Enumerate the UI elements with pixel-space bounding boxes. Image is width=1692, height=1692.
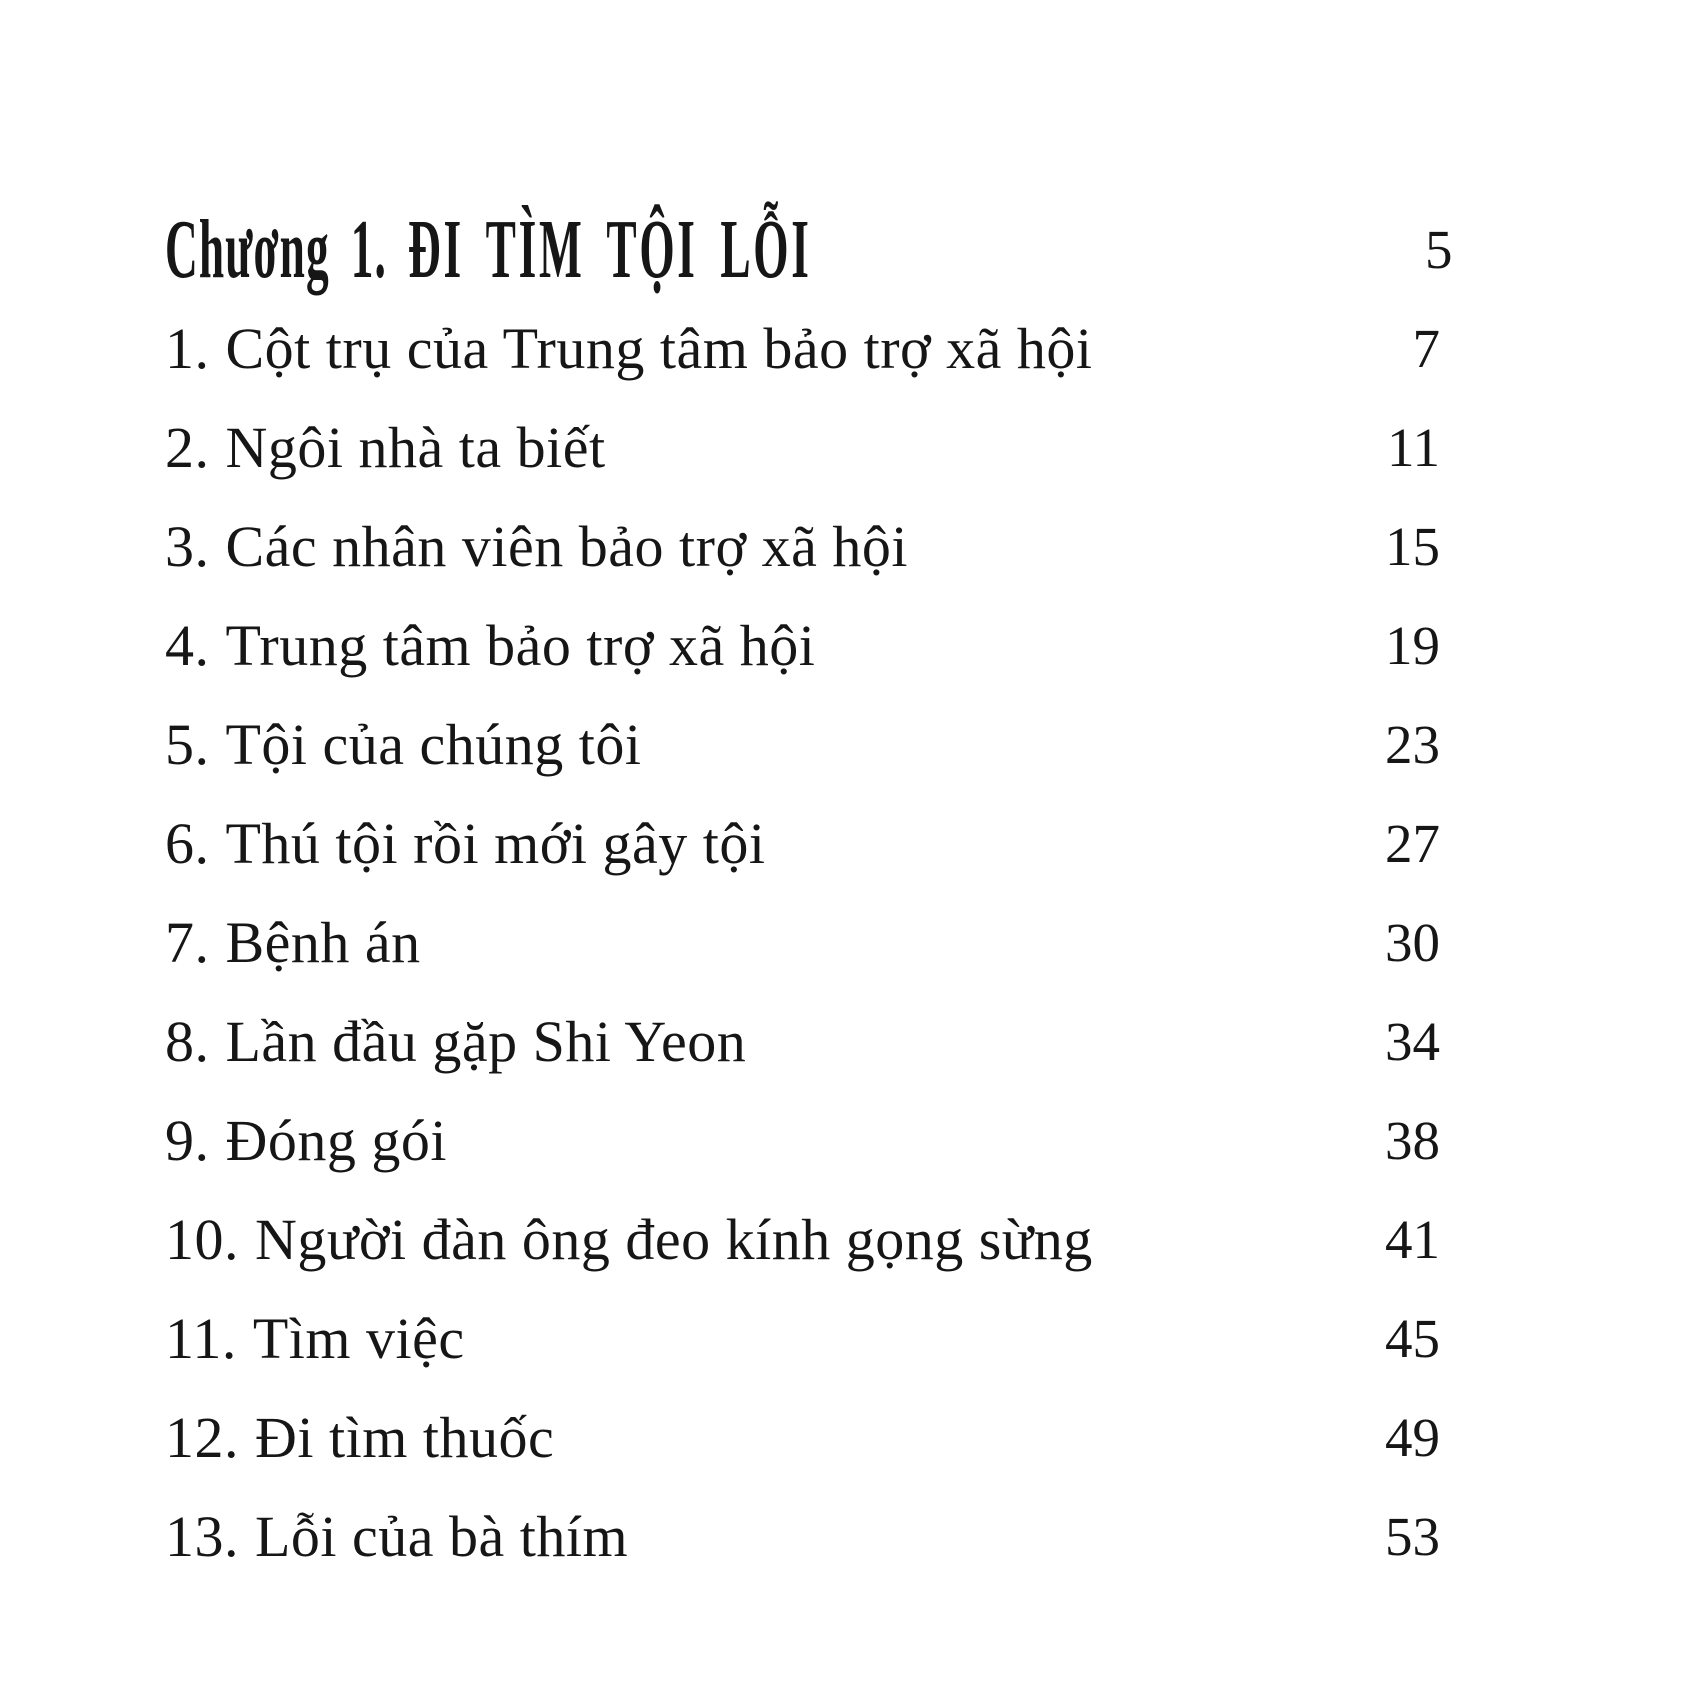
entry-number: 4. [165,613,210,678]
toc-entry [165,596,1440,695]
entry-title-text: Các nhân viên bảo trợ xã hội [225,514,908,579]
entry-page-number: 41 [1385,1209,1440,1270]
entry-number: 5. [165,712,210,777]
entry-title [165,414,606,481]
entry-title-text: Tìm việc [252,1306,465,1371]
entry-title [165,1305,465,1372]
entry-title-text: Thú tội rồi mới gây tội [225,811,766,876]
chapter-heading [165,201,1362,298]
toc-entry [165,497,1440,596]
entry-page-number: 11 [1387,417,1440,478]
entry-number: 9. [165,1108,210,1173]
entry-title-text: Trung tâm bảo trợ xã hội [225,613,816,678]
entry-number: 3. [165,514,210,579]
chapter-heading-inner [165,201,812,298]
toc-entry [165,695,1440,794]
entry-page-number: 49 [1385,1407,1440,1468]
entry-title-text: Bệnh án [225,910,421,975]
entry-page-number: 34 [1385,1011,1440,1072]
toc-entry [165,893,1440,992]
entry-page-number: 38 [1385,1110,1440,1171]
entry-title-text: Người đàn ông đeo kính gọng sừng [255,1207,1093,1272]
entry-page-number: 7 [1412,318,1440,379]
toc-entry [165,398,1440,497]
entry-title-text: Đi tìm thuốc [255,1405,555,1470]
entry-page-number: 30 [1385,912,1440,973]
entry-title-text: Tội của chúng tôi [225,712,642,777]
toc-entry [165,1289,1440,1388]
entry-number: 13. [165,1504,239,1569]
entry-number: 6. [165,811,210,876]
toc-entry [165,992,1440,1091]
entry-title-text: Lỗi của bà thím [255,1504,629,1569]
entry-title-text: Lần đầu gặp Shi Yeon [225,1009,747,1074]
entry-page-number: 23 [1385,714,1440,775]
entry-number: 8. [165,1009,210,1074]
entry-title [165,513,908,580]
toc-entry [165,299,1440,398]
entry-title [165,810,765,877]
entry-number: 12. [165,1405,239,1470]
chapter-page-number: 5 [1424,219,1453,280]
entry-title [165,1404,554,1471]
entry-title-text: Cột trụ của Trung tâm bảo trợ xã hội [225,316,1093,381]
entry-page-number: 27 [1385,813,1440,874]
entry-page-number: 53 [1385,1506,1440,1567]
entry-title [165,315,1093,382]
chapter-heading-row [165,200,1453,299]
entry-title [165,1503,628,1570]
toc-entry [165,1091,1440,1190]
toc-entry [165,1190,1440,1289]
toc-entry [165,1487,1440,1586]
entry-title [165,612,815,679]
entry-number: 7. [165,910,210,975]
entry-title [165,1107,447,1174]
entry-page-number: 45 [1385,1308,1440,1369]
entry-number: 10. [165,1207,239,1272]
toc-entry [165,794,1440,893]
entry-title-text: Đóng gói [225,1108,447,1173]
entry-number: 1. [165,316,210,381]
entry-title [165,1206,1093,1273]
entry-title [165,1008,746,1075]
chapter-title: ĐI TÌM TỘI LỖI [408,203,812,296]
chapter-label: Chương 1. [165,203,387,296]
entry-title [165,909,421,976]
entry-page-number: 15 [1385,516,1440,577]
entry-title-text: Ngôi nhà ta biết [225,415,606,480]
entry-number: 11. [165,1306,237,1371]
entry-page-number: 19 [1385,615,1440,676]
entry-title [165,711,642,778]
entry-number: 2. [165,415,210,480]
toc-entry [165,1388,1440,1487]
